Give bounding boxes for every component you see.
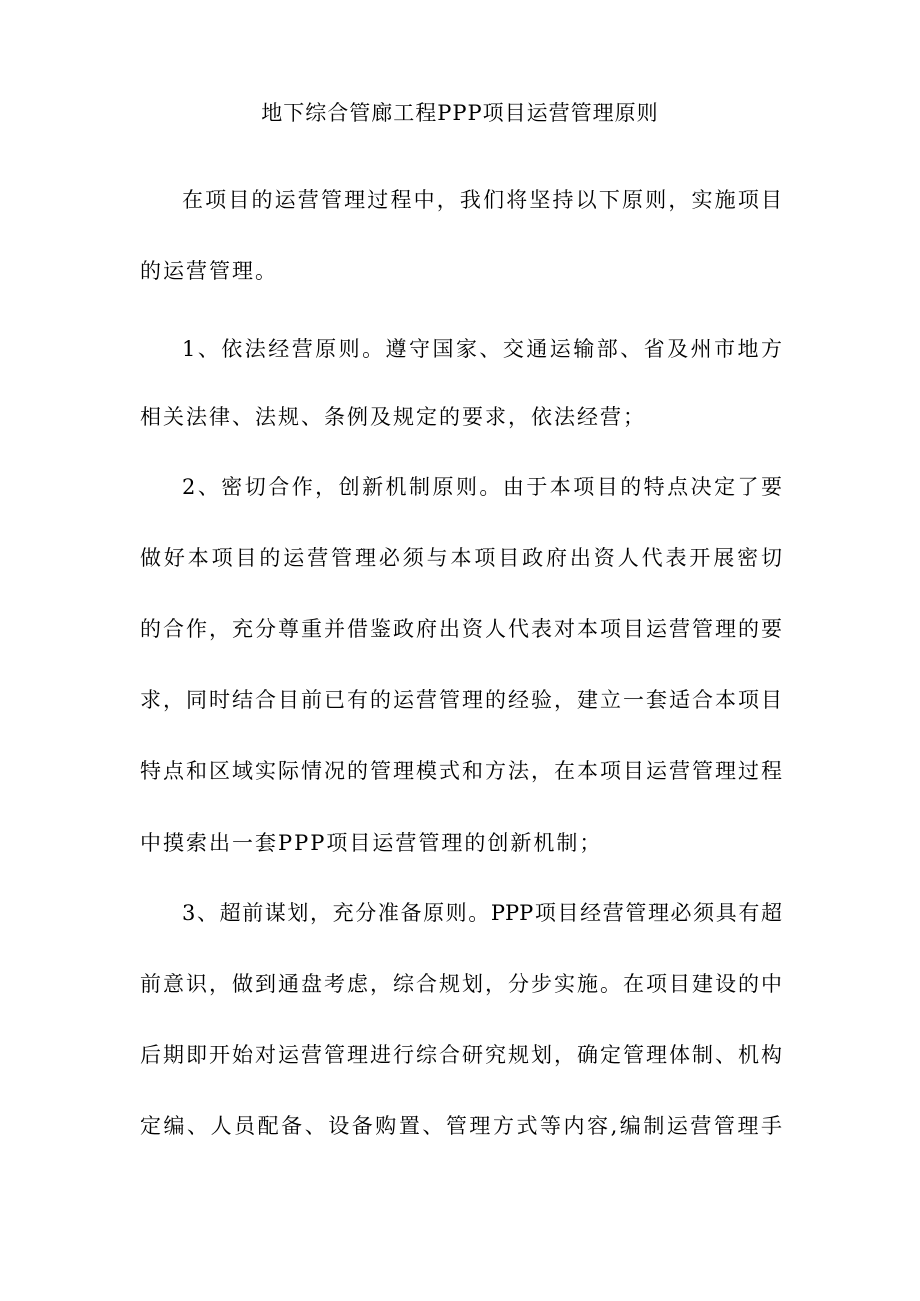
paragraph-3-line-1: 3、超前谋划，充分准备原则。PPP项目经营管理必须具有超 (182, 901, 782, 925)
paragraph-intro-line-1: 在项目的运营管理过程中，我们将坚持以下原则，实施项目 (182, 188, 782, 212)
paragraph-2-line-6: 中摸索出一套PPP项目运营管理的创新机制； (140, 831, 603, 855)
paragraph-intro-line-2: 的运营管理。 (140, 259, 278, 283)
paragraph-2-line-2: 做好本项目的运营管理必须与本项目政府出资人代表开展密切 (140, 546, 782, 570)
paragraph-1-line-2: 相关法律、法规、条例及规定的要求，依法经营； (140, 405, 646, 429)
paragraph-3-line-4: 定编、人员配备、设备购置、管理方式等内容,编制运营管理手 (140, 1114, 782, 1138)
paragraph-2-line-3: 的合作，充分尊重并借鉴政府出资人代表对本项目运营管理的要 (140, 617, 782, 641)
paragraph-2-line-5: 特点和区域实际情况的管理模式和方法，在本项目运营管理过程 (140, 759, 782, 783)
paragraph-1-line-1: 1、依法经营原则。遵守国家、交通运输部、省及州市地方 (182, 337, 782, 361)
paragraph-3-line-2: 前意识，做到通盘考虑，综合规划，分步实施。在项目建设的中 (140, 972, 782, 996)
paragraph-2-line-4: 求，同时结合目前已有的运营管理的经验，建立一套适合本项目 (140, 688, 782, 712)
paragraph-2-line-1: 2、密切合作，创新机制原则。由于本项目的特点决定了要 (182, 475, 782, 499)
paragraph-3-line-3: 后期即开始对运营管理进行综合研究规划，确定管理体制、机构 (140, 1043, 782, 1067)
document-title: 地下综合管廊工程PPP项目运营管理原则 (261, 101, 659, 125)
